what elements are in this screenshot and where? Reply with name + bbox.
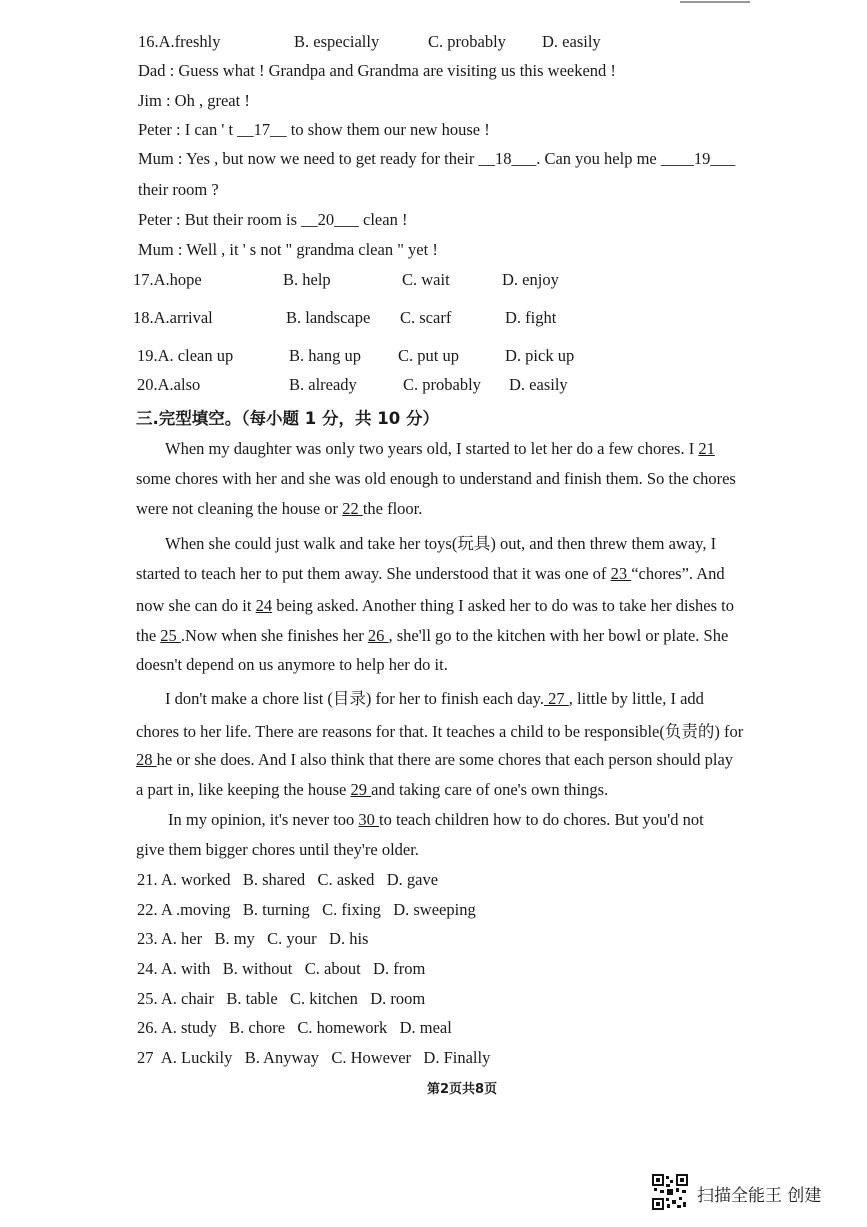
q20-option-c: C. probably <box>403 375 481 394</box>
blank-23: 23 <box>610 564 632 583</box>
page-number: 第2页共8页 <box>427 1082 498 1097</box>
q16-option-d: D. easily <box>542 32 601 51</box>
dialogue-line: Peter : I can ' t __17__ to show them our new house ! <box>138 120 490 139</box>
passage-line: I don't make a chore list (目录) for her to finish each day. 27 , little by little, I add <box>165 689 704 708</box>
blank-21: 21 <box>698 439 715 458</box>
q17-option-c: C. wait <box>402 270 450 289</box>
blank-29: 29 <box>350 780 372 799</box>
options-22: 22. A .moving B. turning C. fixing D. sweeping <box>137 900 476 919</box>
q19-option-a: 19.A. clean up <box>137 346 234 365</box>
dialogue-line: Dad : Guess what ! Grandpa and Grandma are visiting us this weekend ! <box>138 61 616 80</box>
dialogue-line: Mum : Yes , but now we need to get ready for their __18___. Can you help me ____19___ <box>138 149 736 168</box>
passage-line: some chores with her and she was old enough to understand and finish them. So the chores <box>136 469 736 488</box>
blank-30: 30 <box>358 810 380 829</box>
blank-28: 28 <box>136 750 157 769</box>
options-27: 27 A. Luckily B. Anyway C. However D. Finally <box>137 1048 491 1067</box>
passage-line: 28 he or she does. And I also think that there are some chores that each person should play <box>136 750 734 769</box>
q18-option-d: D. fight <box>505 308 557 327</box>
passage-line: were not cleaning the house or 22 the floor. <box>136 499 423 518</box>
passage-line: When my daughter was only two years old, I started to let her do a few chores. I 21 <box>165 439 715 458</box>
passage-line: a part in, like keeping the house 29 and taking care of one's own things. <box>136 780 609 799</box>
q16-option-b: B. especially <box>294 32 380 51</box>
dialogue-line: Peter : But their room is __20___ clean ! <box>138 210 408 229</box>
dialogue-line: Mum : Well , it ' s not " grandma clean " yet ! <box>138 240 438 259</box>
passage-line: doesn't depend on us anymore to help her do it. <box>136 655 448 674</box>
options-24: 24. A. with B. without C. about D. from <box>137 959 426 978</box>
blank-22: 22 <box>342 499 363 518</box>
blank-24: 24 <box>255 596 273 615</box>
passage-line: started to teach her to put them away. She understood that it was one of 23 “chores”. And <box>136 564 725 583</box>
passage-line: now she can do it 24 being asked. Another thing I asked her to do was to take her dishes to <box>136 596 735 615</box>
q16-option-a: 16.A.freshly <box>138 32 221 51</box>
q20-option-a: 20.A.also <box>137 375 201 394</box>
options-23: 23. A. her B. my C. your D. his <box>137 929 369 948</box>
passage-line: chores to her life. There are reasons for that. It teaches a child to be responsible(负责的) for <box>136 722 744 741</box>
options-25: 25. A. chair B. table C. kitchen D. room <box>137 989 426 1008</box>
q18-option-b: B. landscape <box>286 308 371 327</box>
scanner-watermark: 扫描全能王 创建 <box>697 1186 822 1206</box>
q20-option-d: D. easily <box>509 375 568 394</box>
q17-option-a: 17.A.hope <box>133 270 202 289</box>
q19-option-b: B. hang up <box>289 346 361 365</box>
qr-code-icon <box>652 1174 688 1210</box>
section-title: 三.完型填空。（每小题 1 分，共 10 分） <box>136 409 439 428</box>
q17-option-d: D. enjoy <box>502 270 559 289</box>
passage-line: In my opinion, it's never too 30 to teach children how to do chores. But you'd not <box>168 810 704 829</box>
q19-option-c: C. put up <box>398 346 459 365</box>
passage-line: the 25 .Now when she finishes her 26 , she'll go to the kitchen with her bowl or plate. She <box>136 626 729 645</box>
q20-option-b: B. already <box>289 375 357 394</box>
blank-27: 27 <box>543 689 569 708</box>
blank-26: 26 <box>367 626 389 645</box>
q19-option-d: D. pick up <box>505 346 575 365</box>
top-edge-line <box>680 1 750 3</box>
dialogue-line: Jim : Oh , great ! <box>138 91 250 110</box>
options-26: 26. A. study B. chore C. homework D. meal <box>137 1018 452 1037</box>
q17-option-b: B. help <box>283 270 331 289</box>
blank-25: 25 <box>160 626 181 645</box>
options-21: 21. A. worked B. shared C. asked D. gave <box>137 870 439 889</box>
dialogue-line: their room ? <box>138 180 219 199</box>
q18-option-c: C. scarf <box>400 308 452 327</box>
q16-option-c: C. probably <box>428 32 506 51</box>
passage-line: When she could just walk and take her toys(玩具) out, and then threw them away, I <box>165 534 717 553</box>
q18-option-a: 18.A.arrival <box>133 308 213 327</box>
passage-line: give them bigger chores until they're older. <box>136 840 419 859</box>
